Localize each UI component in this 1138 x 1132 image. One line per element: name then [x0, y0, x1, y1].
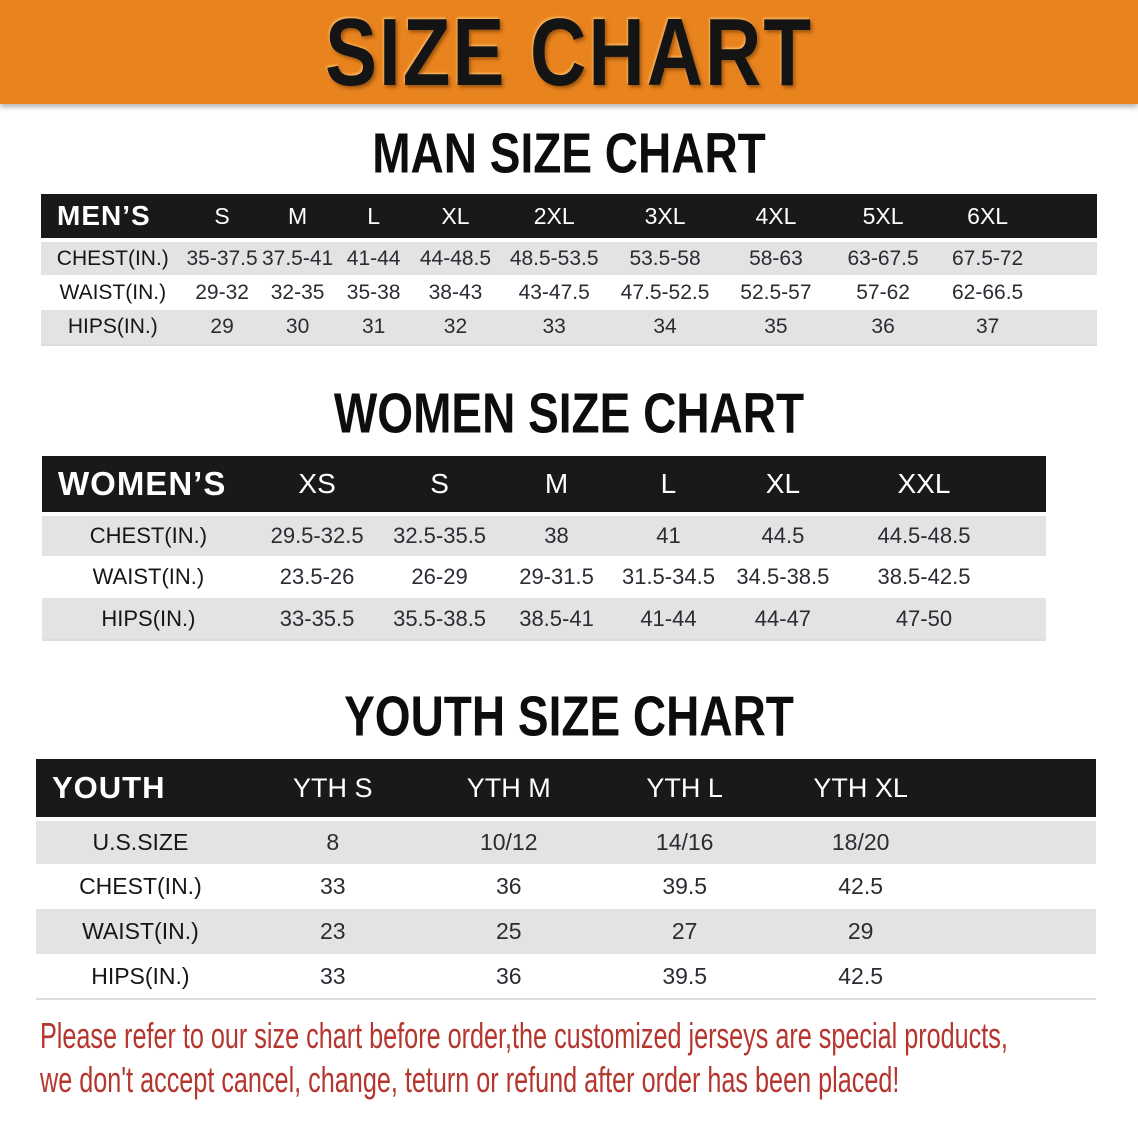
- table-row: [36, 909, 1096, 954]
- size-value-cell: 37.5-41: [261, 246, 334, 270]
- size-value-cell: 35-38: [346, 280, 401, 304]
- size-value-cell: 33: [542, 315, 566, 338]
- column-header: 3XL: [609, 194, 721, 240]
- size-value-cell: 10/12: [479, 829, 538, 855]
- filler-cell: [1006, 514, 1046, 556]
- size-value-cell: 47.5-52.5: [620, 280, 710, 304]
- table-header-row: [42, 456, 1046, 514]
- table-row: [42, 556, 1046, 598]
- size-value-cell: 38.5-41: [519, 605, 594, 631]
- size-value-cell: 41-44: [640, 605, 697, 631]
- size-value-cell: 29: [847, 918, 874, 944]
- disclaimer-line-2-text: we don't accept cancel, change, teturn or refund after order has been placed!: [40, 1059, 900, 1100]
- disclaimer-line-2: [40, 1058, 1138, 1102]
- column-header: S: [185, 194, 260, 240]
- row-label: WAIST(IN.): [59, 280, 167, 304]
- banner: [0, 0, 1138, 104]
- size-value-cell: 36: [871, 315, 895, 338]
- youth-size-table: [36, 759, 1096, 1000]
- size-value-cell: 53.5-58: [629, 246, 701, 270]
- filler-cell: [949, 909, 1096, 954]
- size-value-cell: 32-35: [270, 280, 325, 304]
- size-value-cell: 44.5: [761, 523, 805, 548]
- size-value-cell: 32.5-35.5: [393, 523, 487, 548]
- column-header: YTH S: [245, 759, 421, 819]
- size-value-cell: 26-29: [411, 564, 468, 589]
- row-label: HIPS(IN.): [101, 605, 196, 631]
- row-label: CHEST(IN.): [79, 873, 202, 899]
- column-header: YTH M: [421, 759, 597, 819]
- table-header-row: [41, 194, 1097, 240]
- column-header: 6XL: [935, 194, 1040, 240]
- table-row: [36, 864, 1096, 909]
- column-header: XL: [412, 194, 500, 240]
- size-value-cell: 29: [210, 315, 234, 338]
- size-value-cell: 18/20: [831, 829, 890, 855]
- row-label: WAIST(IN.): [82, 918, 199, 944]
- column-header: 5XL: [831, 194, 936, 240]
- column-header: M: [260, 194, 336, 240]
- filler-cell: [1040, 275, 1097, 310]
- size-value-cell: 34: [653, 315, 677, 338]
- table-row: [41, 310, 1097, 345]
- size-value-cell: 39.5: [662, 873, 708, 899]
- column-header: YTH L: [597, 759, 773, 819]
- women-section-title: [0, 381, 1138, 445]
- size-value-cell: 31: [361, 315, 386, 338]
- filler-cell: [1040, 310, 1097, 345]
- filler-cell: [1006, 598, 1046, 640]
- size-value-cell: 48.5-53.5: [509, 246, 599, 270]
- table-row: [42, 598, 1046, 640]
- men-section-title: [0, 121, 1138, 185]
- size-value-cell: 14/16: [655, 829, 714, 855]
- table-row: [42, 514, 1046, 556]
- size-value-cell: 41-44: [346, 246, 401, 270]
- row-label: CHEST(IN.): [56, 246, 169, 270]
- size-value-cell: 27: [671, 918, 698, 944]
- disclaimer-line-1-text: Please refer to our size chart before order,the customized jerseys are special products,: [40, 1015, 1008, 1056]
- size-value-cell: 41: [656, 523, 681, 548]
- table-header-label: YOUTH: [36, 759, 245, 819]
- size-value-cell: 36: [495, 962, 522, 989]
- filler-header-cell: [1040, 194, 1097, 240]
- row-label: U.S.SIZE: [92, 829, 189, 855]
- filler-cell: [1040, 240, 1097, 275]
- size-value-cell: 34.5-38.5: [736, 564, 830, 589]
- row-label: WAIST(IN.): [92, 564, 205, 589]
- row-label: HIPS(IN.): [67, 315, 158, 338]
- size-value-cell: 33: [319, 962, 346, 989]
- table-row: [36, 819, 1096, 864]
- banner-title: SIZE CHART: [325, 0, 813, 106]
- size-value-cell: 33-35.5: [279, 605, 355, 631]
- column-header: XS: [255, 456, 379, 514]
- size-value-cell: 37: [975, 315, 1000, 338]
- size-value-cell: 36: [495, 873, 522, 899]
- men-section-title-text: MAN SIZE CHART: [372, 121, 766, 185]
- size-value-cell: 58-63: [749, 246, 803, 270]
- size-value-cell: 67.5-72: [952, 246, 1024, 270]
- table-header-label: MEN’S: [41, 194, 185, 240]
- row-label: CHEST(IN.): [89, 523, 208, 548]
- size-value-cell: 38: [544, 523, 569, 548]
- filler-header-cell: [949, 759, 1096, 819]
- filler-cell: [949, 864, 1096, 909]
- size-value-cell: 35-37.5: [186, 246, 258, 270]
- size-value-cell: 44.5-48.5: [877, 523, 971, 548]
- size-value-cell: 38-43: [428, 280, 483, 304]
- disclaimer-line-1: [40, 1014, 1138, 1058]
- filler-header-cell: [1006, 456, 1046, 514]
- youth-section-title-text: YOUTH SIZE CHART: [344, 684, 794, 748]
- column-header: L: [336, 194, 412, 240]
- size-value-cell: 31.5-34.5: [621, 564, 715, 589]
- size-value-cell: 29-31.5: [519, 564, 594, 589]
- size-value-cell: 43-47.5: [518, 280, 590, 304]
- table-row: [41, 275, 1097, 310]
- table-row: [36, 954, 1096, 999]
- filler-cell: [949, 954, 1096, 999]
- size-value-cell: 52.5-57: [740, 280, 812, 304]
- size-value-cell: 32: [443, 315, 468, 338]
- size-value-cell: 8: [326, 829, 340, 855]
- youth-section-title: [0, 684, 1138, 748]
- size-value-cell: 35: [764, 315, 788, 338]
- size-value-cell: 63-67.5: [847, 246, 919, 270]
- size-value-cell: 33: [319, 873, 346, 899]
- size-value-cell: 39.5: [662, 962, 708, 989]
- size-value-cell: 23: [319, 918, 346, 944]
- row-label: HIPS(IN.): [91, 962, 190, 989]
- column-header: M: [500, 456, 613, 514]
- size-value-cell: 30: [285, 315, 310, 338]
- size-value-cell: 29.5-32.5: [270, 523, 364, 548]
- filler-cell: [1006, 556, 1046, 598]
- column-header: 2XL: [499, 194, 609, 240]
- size-value-cell: 47-50: [895, 605, 953, 631]
- size-value-cell: 44-47: [754, 605, 812, 631]
- column-header: S: [379, 456, 499, 514]
- filler-cell: [949, 819, 1096, 864]
- section-women: [0, 381, 1138, 641]
- section-men: [0, 121, 1138, 346]
- men-size-table: [41, 194, 1097, 346]
- column-header: L: [613, 456, 723, 514]
- size-value-cell: 42.5: [838, 873, 884, 899]
- column-header: XXL: [842, 456, 1006, 514]
- size-value-cell: 44-48.5: [419, 246, 492, 270]
- section-youth: [0, 684, 1138, 1000]
- size-value-cell: 35.5-38.5: [393, 605, 487, 631]
- size-value-cell: 38.5-42.5: [877, 564, 971, 589]
- column-header: YTH XL: [773, 759, 949, 819]
- size-value-cell: 25: [495, 918, 522, 944]
- size-value-cell: 62-66.5: [952, 280, 1024, 304]
- size-value-cell: 23.5-26: [279, 564, 355, 589]
- column-header: 4XL: [721, 194, 831, 240]
- women-size-table: [42, 456, 1046, 641]
- column-header: XL: [724, 456, 842, 514]
- table-header-label: WOMEN’S: [42, 456, 255, 514]
- size-value-cell: 42.5: [838, 962, 884, 989]
- size-value-cell: 57-62: [856, 280, 910, 304]
- women-section-title-text: WOMEN SIZE CHART: [333, 381, 805, 445]
- table-header-row: [36, 759, 1096, 819]
- table-row: [41, 240, 1097, 275]
- disclaimer: [40, 1014, 1138, 1102]
- size-value-cell: 29-32: [195, 280, 249, 304]
